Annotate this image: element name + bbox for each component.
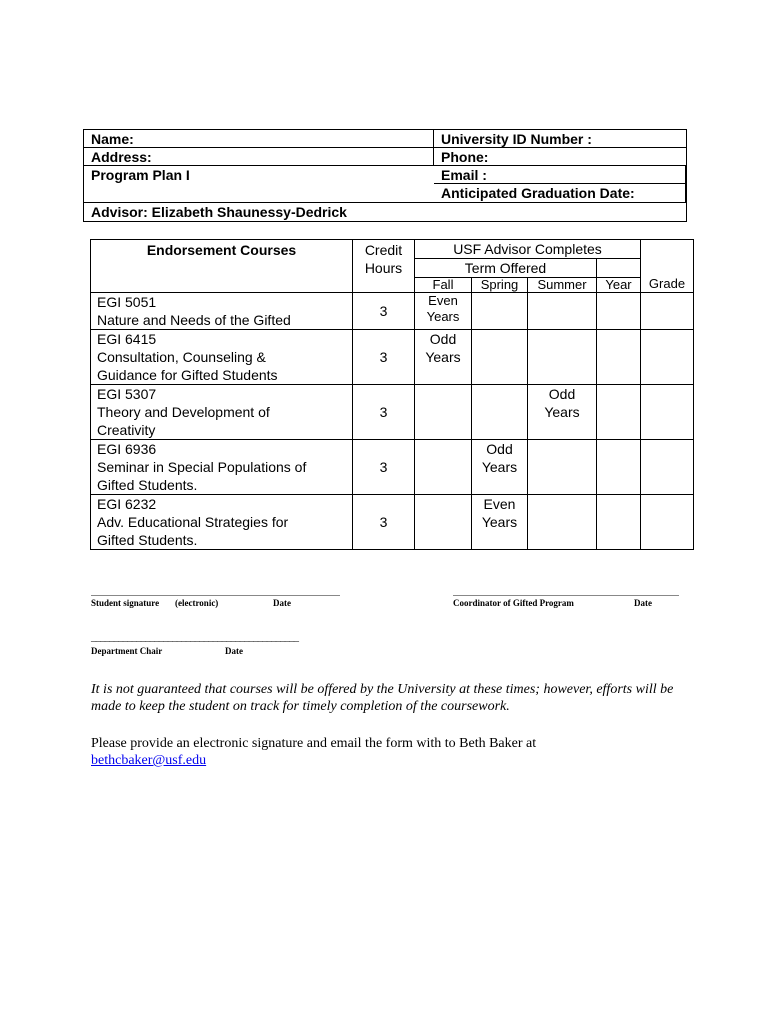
term-offered-header: Term Offered <box>415 259 597 278</box>
instruction-paragraph <box>91 735 691 769</box>
spring-cell <box>472 495 528 550</box>
course-code: EGI 5307 <box>97 386 157 402</box>
program-plan-label: Program Plan I <box>84 166 434 203</box>
fall-cell[interactable] <box>415 495 472 550</box>
department-chair-signature-line[interactable]: ______________________________________________ <box>91 631 298 643</box>
grade-cell[interactable] <box>641 495 694 550</box>
course-cell <box>91 293 353 330</box>
course-code: EGI 6936 <box>97 441 157 457</box>
year-cell[interactable] <box>597 385 641 440</box>
student-info-table <box>83 129 687 222</box>
fall-term-line2: Years <box>426 309 460 324</box>
table-row <box>91 293 694 330</box>
course-title: Adv. Educational Strategies for <box>97 514 289 530</box>
summer-term-line2: Years <box>544 404 580 420</box>
course-code: EGI 6232 <box>97 496 157 512</box>
email-field[interactable]: Email : <box>434 166 686 184</box>
student-signature-label: Student signature <box>91 598 160 608</box>
summer-cell <box>528 385 597 440</box>
spring-term-line2: Years <box>481 514 518 530</box>
university-id-field[interactable]: University ID Number : <box>434 130 686 148</box>
year-column-header: Year <box>597 278 641 293</box>
year-cell[interactable] <box>597 293 641 330</box>
student-electronic-label: (electronic) <box>175 598 219 608</box>
student-date-label: Date <box>273 598 291 608</box>
fall-cell <box>415 293 472 330</box>
grade-cell[interactable] <box>641 330 694 385</box>
course-code: EGI 6415 <box>97 331 157 347</box>
fall-term-line1: Even <box>428 293 458 308</box>
term-header-blank <box>597 259 641 278</box>
summer-column-header: Summer <box>528 278 597 293</box>
coordinator-label: Coordinator of Gifted Program <box>453 598 574 608</box>
courses-table <box>90 239 694 550</box>
summer-cell[interactable] <box>528 440 597 495</box>
course-cell <box>91 495 353 550</box>
course-title: Nature and Needs of the Gifted <box>97 312 291 328</box>
credit-hours-cell: 3 <box>353 495 415 550</box>
course-title-continued: Gifted Students. <box>97 532 198 548</box>
credit-hours-cell: 3 <box>353 330 415 385</box>
grade-cell[interactable] <box>641 440 694 495</box>
department-chair-label: Department Chair <box>91 646 163 656</box>
table-row <box>91 495 694 550</box>
summer-term-line1: Odd <box>548 386 576 402</box>
spring-cell <box>472 440 528 495</box>
fall-cell <box>415 330 472 385</box>
course-cell <box>91 330 353 385</box>
table-row <box>91 440 694 495</box>
student-signature-line[interactable] <box>91 595 340 596</box>
advisor-field: Advisor: Elizabeth Shaunessy-Dedrick <box>91 204 347 220</box>
credit-hours-header <box>353 240 415 293</box>
table-row <box>91 385 694 440</box>
credit-hours-cell: 3 <box>353 385 415 440</box>
table-row <box>91 330 694 385</box>
fall-term-line1: Odd <box>429 331 457 347</box>
phone-field[interactable]: Phone: <box>434 148 686 166</box>
fall-cell[interactable] <box>415 440 472 495</box>
spring-column-header: Spring <box>472 278 528 293</box>
course-cell <box>91 385 353 440</box>
course-code: EGI 5051 <box>97 294 157 310</box>
fall-column-header: Fall <box>415 278 472 293</box>
fall-cell[interactable] <box>415 385 472 440</box>
instruction-text: Please provide an electronic signature and email the form with to Beth Baker at <box>91 736 537 751</box>
grade-cell[interactable] <box>641 293 694 330</box>
address-field[interactable]: Address: <box>84 148 434 166</box>
credit-hours-cell: 3 <box>353 293 415 330</box>
fall-term-line2: Years <box>425 349 461 365</box>
year-cell[interactable] <box>597 495 641 550</box>
course-title: Theory and Development of <box>97 404 270 420</box>
endorsement-courses-header: Endorsement Courses <box>91 240 353 293</box>
summer-cell[interactable] <box>528 330 597 385</box>
email-link[interactable]: bethcbaker@usf.edu <box>91 753 207 768</box>
course-title: Seminar in Special Populations of <box>97 459 307 475</box>
department-chair-date-label: Date <box>225 646 243 656</box>
spring-cell[interactable] <box>472 293 528 330</box>
graduation-date-field[interactable]: Anticipated Graduation Date: <box>434 184 686 203</box>
summer-cell[interactable] <box>528 495 597 550</box>
spring-term-line2: Years <box>481 459 518 475</box>
spring-term-line1: Even <box>483 496 516 512</box>
year-cell[interactable] <box>597 440 641 495</box>
coordinator-date-label: Date <box>634 598 652 608</box>
spring-term-line1: Odd <box>486 441 513 457</box>
course-title-continued: Gifted Students. <box>97 477 198 493</box>
year-cell[interactable] <box>597 330 641 385</box>
course-title-continued: Creativity <box>97 422 156 438</box>
spring-cell[interactable] <box>472 385 528 440</box>
course-title-continued: Guidance for Gifted Students <box>97 367 278 383</box>
spring-cell[interactable] <box>472 330 528 385</box>
course-cell <box>91 440 353 495</box>
name-field[interactable]: Name: <box>84 130 434 148</box>
course-title: Consultation, Counseling & <box>97 349 266 365</box>
grade-cell[interactable] <box>641 385 694 440</box>
coordinator-signature-line[interactable] <box>453 595 679 596</box>
summer-cell[interactable] <box>528 293 597 330</box>
grade-header: Grade <box>641 240 694 293</box>
credit-header-line2: Hours <box>364 260 403 276</box>
disclaimer-text: It is not guaranteed that courses will be offered by the University at these times; however, efforts will be made to keep the student on track for timely completion of the coursework. <box>91 682 674 714</box>
credit-hours-cell: 3 <box>353 440 415 495</box>
usf-advisor-header: USF Advisor Completes <box>415 240 641 259</box>
credit-header-line1: Credit <box>364 242 403 258</box>
